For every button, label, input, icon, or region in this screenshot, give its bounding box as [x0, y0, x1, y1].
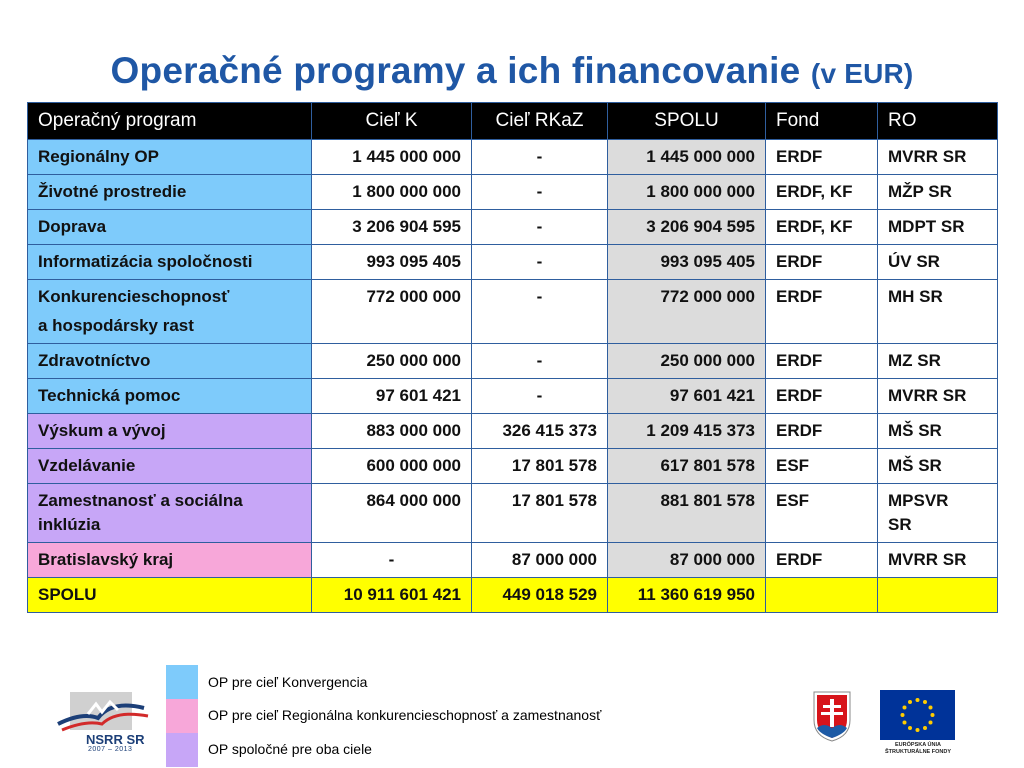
ciel-rkaz-value: - — [472, 245, 608, 280]
table-row — [28, 344, 998, 379]
total-spolu: 11 360 619 950 — [608, 578, 766, 613]
ro-value: MZ SR — [878, 344, 998, 379]
program-name: Bratislavský kraj — [28, 543, 312, 578]
table-row — [28, 414, 998, 449]
fond-value: ERDF — [766, 140, 878, 175]
program-name-line2: a hospodársky rast — [38, 316, 194, 335]
title-unit: (v EUR) — [810, 58, 914, 89]
ciel-rkaz-value: 17 801 578 — [472, 484, 608, 543]
table-row — [28, 543, 998, 578]
ciel-rkaz-value: 17 801 578 — [472, 449, 608, 484]
ciel-k-value: 772 000 000 — [312, 280, 472, 344]
ciel-k-value: - — [312, 543, 472, 578]
program-name: Zdravotníctvo — [28, 344, 312, 379]
ciel-k-value: 1 445 000 000 — [312, 140, 472, 175]
legend-swatch-rkaz — [166, 699, 198, 733]
header-ciel-rkaz: Cieľ RKaZ — [472, 103, 608, 140]
nsrr-logo — [52, 690, 152, 756]
table-row — [28, 484, 998, 543]
total-ciel-rkaz: 449 018 529 — [472, 578, 608, 613]
eu-caption-line1: EURÓPSKA ÚNIA — [895, 742, 941, 748]
ciel-k-value: 97 601 421 — [312, 379, 472, 414]
eu-caption — [876, 742, 960, 756]
program-name: Vzdelávanie — [28, 449, 312, 484]
spolu-value: 97 601 421 — [608, 379, 766, 414]
ciel-rkaz-value: - — [472, 210, 608, 245]
spolu-value: 250 000 000 — [608, 344, 766, 379]
ro-value: MŽP SR — [878, 175, 998, 210]
fond-value: ERDF, KF — [766, 175, 878, 210]
ciel-k-value: 250 000 000 — [312, 344, 472, 379]
table-header-row — [28, 103, 998, 140]
eu-caption-line2: ŠTRUKTURÁLNE FONDY — [885, 749, 951, 755]
spolu-value: 1 209 415 373 — [608, 414, 766, 449]
ro-value — [878, 484, 998, 543]
total-row — [28, 578, 998, 613]
spolu-value: 1 800 000 000 — [608, 175, 766, 210]
table-row — [28, 379, 998, 414]
ro-line2: SR — [888, 515, 912, 534]
program-name: Životné prostredie — [28, 175, 312, 210]
ro-value: MDPT SR — [878, 210, 998, 245]
program-name: Technická pomoc — [28, 379, 312, 414]
ciel-rkaz-value: - — [472, 280, 608, 344]
fond-value: ERDF, KF — [766, 210, 878, 245]
ro-value: MVRR SR — [878, 140, 998, 175]
fond-value: ERDF — [766, 245, 878, 280]
fond-value: ERDF — [766, 280, 878, 344]
eu-flag-icon — [880, 690, 955, 740]
ro-value: ÚV SR — [878, 245, 998, 280]
ciel-rkaz-value: - — [472, 140, 608, 175]
spolu-value: 3 206 904 595 — [608, 210, 766, 245]
legend-label-konvergencia: OP pre cieľ Konvergencia — [208, 674, 368, 690]
ciel-k-value: 883 000 000 — [312, 414, 472, 449]
fond-value: ESF — [766, 484, 878, 543]
program-name — [28, 280, 312, 344]
spolu-value: 993 095 405 — [608, 245, 766, 280]
table-row — [28, 245, 998, 280]
spolu-value: 617 801 578 — [608, 449, 766, 484]
spolu-value: 1 445 000 000 — [608, 140, 766, 175]
header-fond: Fond — [766, 103, 878, 140]
table-row — [28, 175, 998, 210]
ro-line1: MPSVR — [888, 491, 949, 510]
program-name — [28, 484, 312, 543]
ro-value: MVRR SR — [878, 543, 998, 578]
table-row — [28, 140, 998, 175]
total-ro — [878, 578, 998, 613]
program-name: Doprava — [28, 210, 312, 245]
fond-value: ERDF — [766, 543, 878, 578]
program-name-line1: Zamestnanosť a sociálna — [38, 491, 243, 510]
fond-value: ERDF — [766, 344, 878, 379]
program-name-line2: inklúzia — [38, 515, 101, 534]
total-ciel-k: 10 911 601 421 — [312, 578, 472, 613]
ro-value: MH SR — [878, 280, 998, 344]
title-main: Operačné programy a ich financovanie — [110, 50, 801, 91]
spolu-value: 772 000 000 — [608, 280, 766, 344]
page-title — [0, 50, 1024, 92]
header-ciel-k: Cieľ K — [312, 103, 472, 140]
program-name: Informatizácia spoločnosti — [28, 245, 312, 280]
ciel-rkaz-value: - — [472, 175, 608, 210]
program-name: Výskum a vývoj — [28, 414, 312, 449]
header-spolu: SPOLU — [608, 103, 766, 140]
ciel-k-value: 864 000 000 — [312, 484, 472, 543]
ciel-k-value: 3 206 904 595 — [312, 210, 472, 245]
table-row — [28, 449, 998, 484]
ciel-rkaz-value: - — [472, 344, 608, 379]
programs-table — [27, 102, 998, 613]
legend-label-oba: OP spoločné pre oba ciele — [208, 741, 372, 757]
ro-value: MŠ SR — [878, 449, 998, 484]
header-ro: RO — [878, 103, 998, 140]
nsrr-years: 2007 – 2013 — [88, 746, 133, 753]
ciel-rkaz-value: 87 000 000 — [472, 543, 608, 578]
ciel-k-value: 600 000 000 — [312, 449, 472, 484]
spolu-value: 87 000 000 — [608, 543, 766, 578]
ciel-k-value: 1 800 000 000 — [312, 175, 472, 210]
ciel-k-value: 993 095 405 — [312, 245, 472, 280]
legend-label-rkaz: OP pre cieľ Regionálna konkurencieschopnosť a zamestnanosť — [208, 707, 602, 723]
legend-swatch-konvergencia — [166, 665, 198, 699]
program-name: Regionálny OP — [28, 140, 312, 175]
legend-swatch-oba — [166, 733, 198, 767]
program-name-line1: Konkurencieschopnosť — [38, 287, 230, 306]
ro-value: MŠ SR — [878, 414, 998, 449]
nsrr-text: NSRR SR — [86, 732, 145, 747]
ciel-rkaz-value: - — [472, 379, 608, 414]
total-label: SPOLU — [28, 578, 312, 613]
ro-value: MVRR SR — [878, 379, 998, 414]
slovak-coat-of-arms-icon — [812, 690, 852, 742]
table-row — [28, 210, 998, 245]
fond-value: ESF — [766, 449, 878, 484]
spolu-value: 881 801 578 — [608, 484, 766, 543]
fond-value: ERDF — [766, 379, 878, 414]
total-fond — [766, 578, 878, 613]
table-row — [28, 280, 998, 344]
ciel-rkaz-value: 326 415 373 — [472, 414, 608, 449]
nsrr-emblem-icon — [52, 690, 152, 734]
header-program: Operačný program — [28, 103, 312, 140]
fond-value: ERDF — [766, 414, 878, 449]
